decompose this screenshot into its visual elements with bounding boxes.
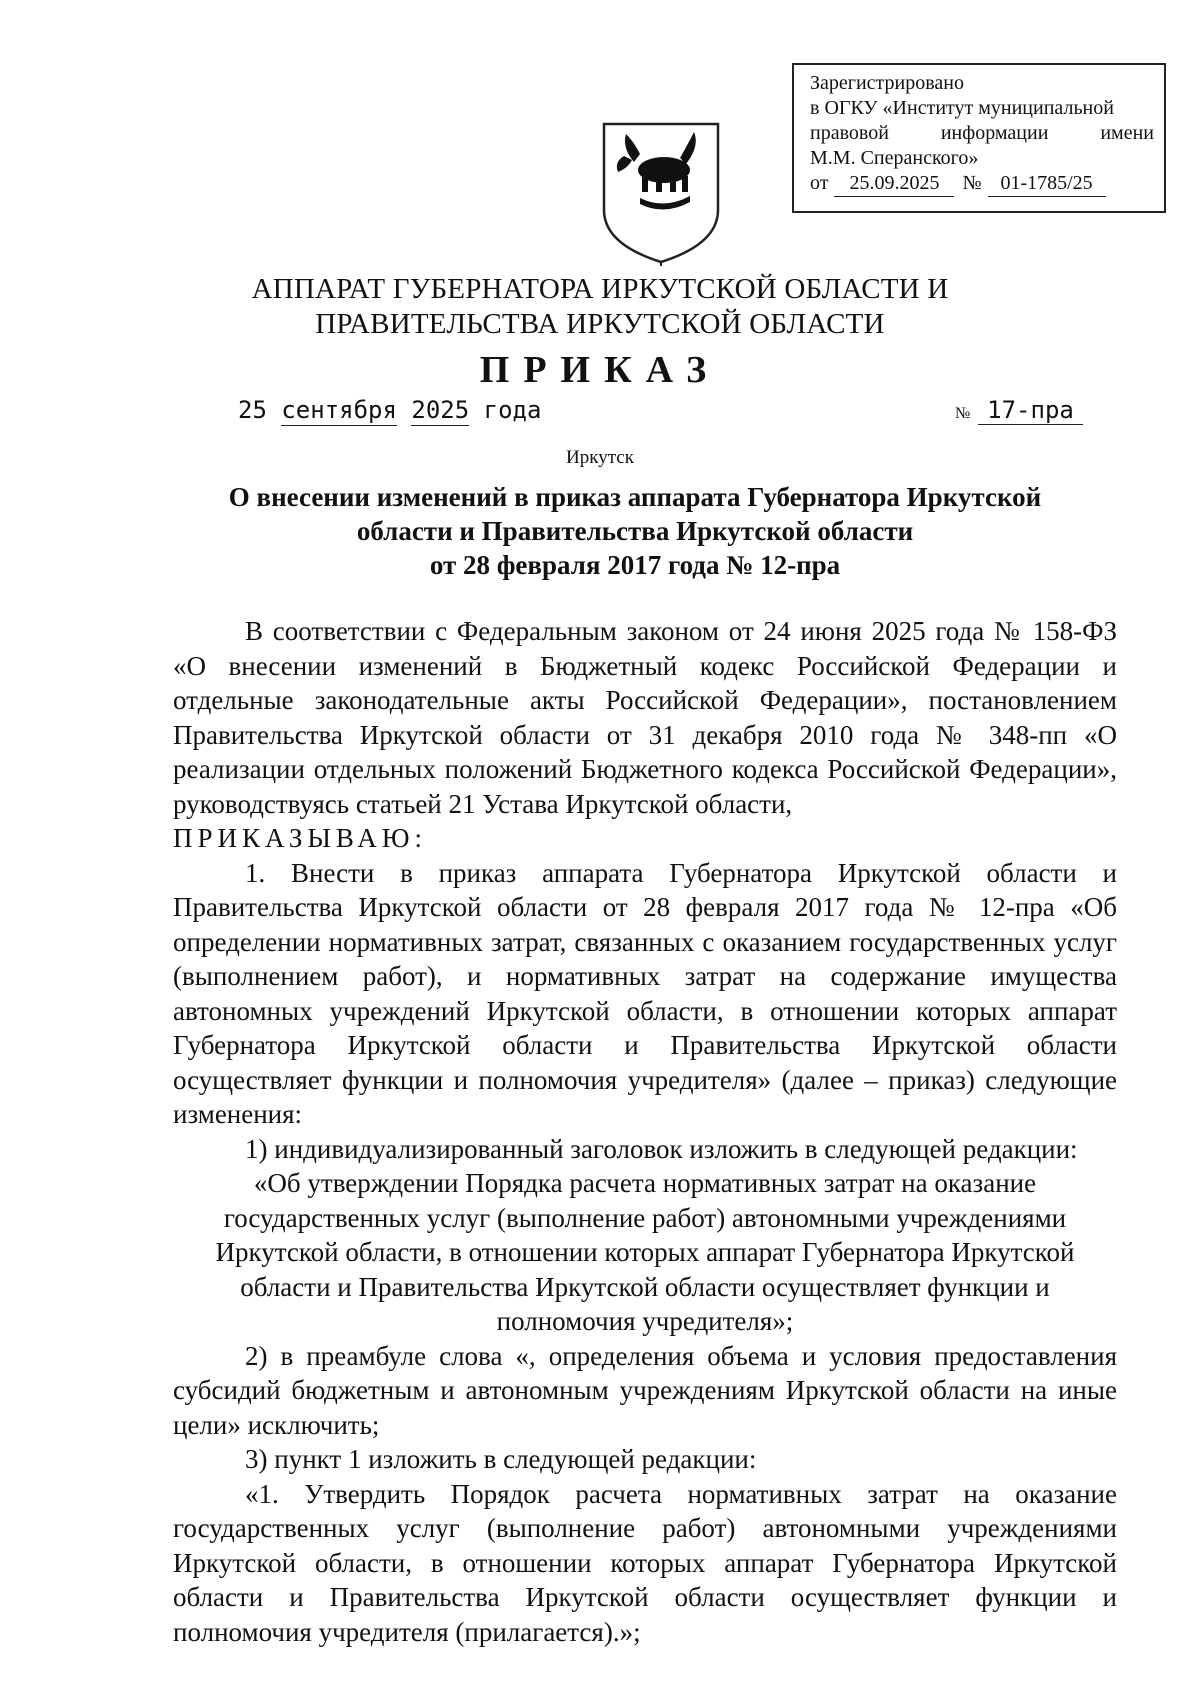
order-word: ПРИКАЗЫВАЮ: — [173, 823, 427, 853]
organization-name — [0, 272, 1200, 342]
preamble: В соответствии с Федеральным законом от 24 июня 2025 года № 158-ФЗ «О внесении изменений в Бюджетный кодекс Российской Федерации и отдельные законодательные акты Российской Федерации», постановлением Правительства Иркутской области от 31 декабря 2010 года № 348-пп «О реализации отдельных положений Бюджетного кодекса Российской Федерации», руководствуясь статьей 21 Устава Иркутской области, — [173, 616, 1117, 819]
document-date — [238, 396, 541, 424]
subitem-1: 1) индивидуализированный заголовок изложить в следующей редакции: — [245, 1133, 1078, 1164]
date-month: сентября — [281, 396, 397, 424]
document-type: ПРИКАЗ — [479, 349, 721, 391]
date-year: 2025 — [411, 396, 470, 424]
document-body — [173, 614, 1117, 1649]
stamp-line-2: в ОГКУ «Институт муниципальной — [810, 97, 1114, 119]
document-title — [180, 480, 1090, 582]
item-1: 1. Внести в приказ аппарата Губернатора Иркутской области и Правительства Иркутской области от 28 февраля 2017 года № 12-пра «Об определении нормативных затрат, связанных с оказанием государственных услуг (выполнением работ), и нормативных затрат на содержание имущества автономных учреждений Иркутской области, в отношении которых аппарат Губернатора Иркутской области и Правительства Иркутской области осуществляет функции и полномочия учредителя» (далее – приказ) следующие изменения: — [173, 857, 1117, 1129]
stamp-registration-row — [810, 171, 1154, 197]
irkutsk-coat-of-arms-icon — [600, 118, 722, 266]
quote-3: «1. Утвердить Порядок расчета нормативных затрат на оказание государственных услуг (выполнение работ) автономными учреждениями Иркутской области, в отношении которых аппарат Губернатора Иркутской области и Правительства Иркутской области осуществляет функции и полномочия учредителя (прилагается).»; — [173, 1478, 1117, 1647]
quote-1: «Об утверждении Порядка расчета нормативных затрат на оказание государственных услуг (выполнение работ) автономными учреждениями Иркутской области, в отношении которых аппарат Губернатора Иркутской области и Правительства Иркутской области осуществляет функции и полномочия учредителя»; — [215, 1168, 1075, 1336]
title-line-1: О внесении изменений в приказ аппарата Губернатора Иркутской — [228, 482, 1042, 512]
date-day: 25 — [238, 396, 267, 424]
organization-name-line-1: АППАРАТ ГУБЕРНАТОРА ИРКУТСКОЙ ОБЛАСТИ И — [251, 273, 949, 305]
document-number: 17-пра — [978, 396, 1083, 425]
stamp-line-4: М.М. Сперанского» — [810, 147, 979, 169]
registration-stamp — [792, 63, 1166, 213]
organization-name-line-2: ПРАВИТЕЛЬСТВА ИРКУТСКОЙ ОБЛАСТИ — [315, 308, 885, 340]
stamp-number-label: № — [962, 172, 982, 194]
date-suffix: года — [483, 396, 542, 424]
stamp-date: 25.09.2025 — [834, 171, 954, 197]
stamp-line-1: Зарегистрировано — [810, 72, 965, 94]
stamp-from-label: от — [810, 172, 829, 194]
title-line-2: области и Правительства Иркутской области — [356, 516, 914, 546]
number-label: № — [955, 405, 971, 422]
stamp-number: 01-1785/25 — [988, 171, 1106, 197]
stamp-line-3: правовой информации имени — [810, 122, 1154, 144]
subitem-3: 3) пункт 1 изложить в следующей редакции: — [245, 1444, 757, 1474]
subitem-2: 2) в преамбуле слова «, определения объема и условия предоставления субсидий бюджетным и автономным учреждениям Иркутской области на иные цели» исключить; — [173, 1340, 1117, 1440]
title-line-3: от 28 февраля 2017 года № 12-пра — [429, 550, 841, 580]
city: Иркутск — [566, 447, 634, 468]
